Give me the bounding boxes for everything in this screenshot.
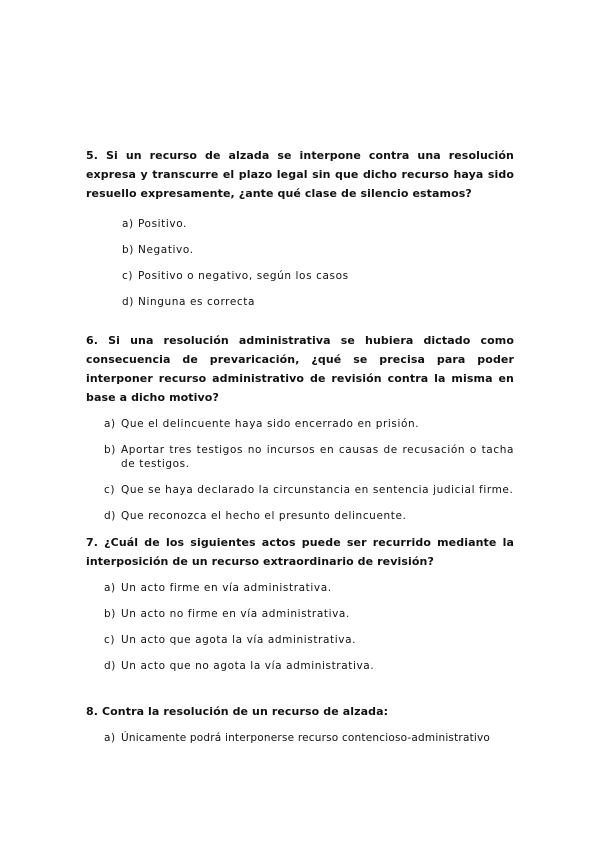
question-text: 6. Si una resolución administrativa se hubiera dictado como consecuencia de prevaricación, ¿qué se precisa para poder interponer recurso administrativo de revisión contra la misma en base a dicho motivo?	[86, 334, 514, 404]
option-label: d)	[122, 296, 134, 308]
option-d	[122, 295, 514, 309]
question-text: 7. ¿Cuál de los siguientes actos puede ser recurrido mediante la interposición de un recurso extraordinario de revisión?	[86, 536, 514, 568]
question-text: 8. Contra la resolución de un recurso de alzada:	[86, 705, 389, 718]
option-a	[104, 417, 514, 431]
option-label: b)	[104, 444, 116, 456]
question-5	[86, 146, 514, 309]
option-text: Que reconozca el hecho el presunto delincuente.	[121, 510, 407, 522]
option-text: Que el delincuente haya sido encerrado en prisión.	[121, 418, 420, 430]
option-text: Únicamente podrá interponerse recurso contencioso-administrativo	[121, 732, 491, 744]
option-text: Positivo.	[138, 218, 187, 230]
option-d	[104, 509, 514, 523]
option-label: b)	[104, 608, 116, 620]
option-d	[104, 659, 514, 673]
option-label: b)	[122, 244, 134, 256]
option-label: a)	[104, 582, 116, 594]
option-list	[104, 581, 514, 673]
option-label: d)	[104, 660, 116, 672]
question-8	[86, 702, 514, 745]
option-label: c)	[122, 270, 134, 282]
option-label: d)	[104, 510, 116, 522]
option-c	[104, 633, 514, 647]
option-text: Un acto que no agota la vía administrativa.	[121, 660, 375, 672]
option-c	[122, 269, 514, 283]
option-text: Un acto firme en vía administrativa.	[121, 582, 332, 594]
question-6	[86, 331, 514, 523]
option-text: Negativo.	[138, 244, 194, 256]
option-a	[104, 731, 514, 745]
option-text: Ninguna es correcta	[138, 296, 256, 308]
option-label: c)	[104, 484, 116, 496]
option-text: Que se haya declarado la circunstancia en sentencia judicial firme.	[121, 484, 514, 496]
option-label: a)	[122, 218, 134, 230]
option-text: Positivo o negativo, según los casos	[138, 270, 349, 282]
option-b	[104, 607, 514, 621]
option-list	[104, 731, 514, 745]
option-label: a)	[104, 732, 116, 744]
option-text: Aportar tres testigos no incursos en causas de recusación o tacha de testigos.	[121, 444, 514, 470]
option-a	[104, 581, 514, 595]
option-text: Un acto no firme en vía administrativa.	[121, 608, 350, 620]
option-c	[104, 483, 514, 497]
option-label: c)	[104, 634, 116, 646]
option-b	[104, 443, 514, 471]
option-text: Un acto que agota la vía administrativa.	[121, 634, 357, 646]
option-b	[122, 243, 514, 257]
question-text: 5. Si un recurso de alzada se interpone contra una resolución expresa y transcurre el plazo legal sin que dicho recurso haya sido resuello expresamente, ¿ante qué clase de silencio estamos?	[86, 149, 514, 200]
option-list	[104, 417, 514, 523]
question-7	[86, 533, 514, 673]
option-list	[122, 217, 514, 309]
option-label: a)	[104, 418, 116, 430]
option-a	[122, 217, 514, 231]
